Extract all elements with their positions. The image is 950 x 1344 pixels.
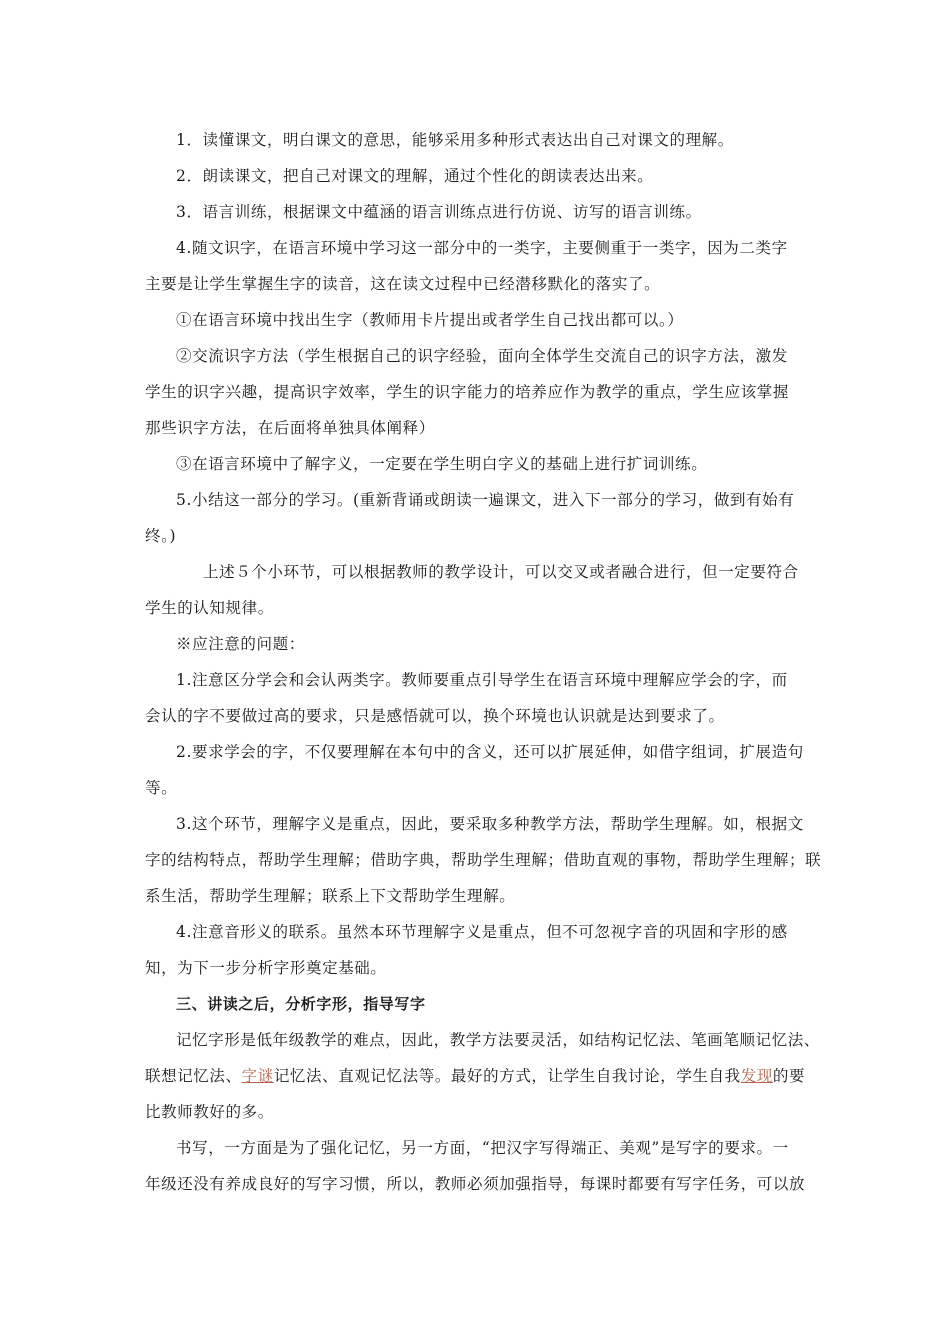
section-heading-3: 三、讲读之后，分析字形，指导写字	[176, 995, 426, 1013]
step-2-line-3: 那些识字方法，在后面将单独具体阐释）	[145, 419, 435, 437]
note-2-line-1: 2.要求学会的字，不仅要理解在本句中的含义，还可以扩展延伸，如借字组词，扩展造句	[176, 743, 804, 761]
objective-4-line-1: 4.随文识字，在语言环境中学习这一部分中的一类字，主要侧重于一类字，因为二类字	[176, 239, 788, 257]
summary-line-2: 学生的认知规律。	[145, 599, 274, 617]
note-3-line-3: 系生活，帮助学生理解；联系上下文帮助学生理解。	[145, 887, 516, 905]
writing-paragraph-line-2: 年级还没有养成良好的写字习惯，所以，教师必须加强指导，每课时都要有写字任务，可以放	[145, 1175, 806, 1193]
note-2-line-2: 等。	[145, 779, 178, 797]
note-1-line-2: 会认的字不要做过高的要求，只是感悟就可以，换个环境也认识就是达到要求了。	[145, 707, 725, 725]
step-1: ①在语言环境中找出生字（教师用卡片提出或者学生自己找出都可以。）	[176, 311, 684, 329]
objective-1: 1．读懂课文，明白课文的意思，能够采用多种形式表达出自己对课文的理解。	[176, 131, 734, 149]
note-1-line-1: 1.注意区分学会和会认两类字。教师要重点引导学生在语言环境中理解应学会的字，而	[176, 671, 788, 689]
note-4-line-2: 知，为下一步分析字形奠定基础。	[145, 959, 387, 977]
link-zimi[interactable]: 字谜	[241, 1067, 274, 1085]
note-3-line-1: 3.这个环节，理解字义是重点，因此，要采取多种教学方法，帮助学生理解。如，根据文	[176, 815, 804, 833]
memory-paragraph-line-1: 记忆字形是低年级教学的难点，因此，教学方法要灵活，如结构记忆法、笔画笔顺记忆法、	[176, 1031, 821, 1049]
step-2-line-2: 学生的识字兴趣，提高识字效率，学生的识字能力的培养应作为教学的重点，学生应该掌握	[145, 383, 790, 401]
summary-line-1: 上述５个小环节，可以根据教师的教学设计，可以交叉或者融合进行，但一定要符合	[203, 563, 799, 581]
notes-heading: ※应注意的问题：	[176, 635, 305, 653]
objective-5-line-1: 5.小结这一部分的学习。(重新背诵或朗读一遍课文，进入下一部分的学习，做到有始有	[176, 491, 795, 509]
writing-paragraph-line-1: 书写，一方面是为了强化记忆，另一方面，“把汉字写得端正、美观”是写字的要求。一	[176, 1139, 789, 1157]
note-4-line-1: 4.注意音形义的联系。虽然本环节理解字义是重点，但不可忽视字音的巩固和字形的感	[176, 923, 788, 941]
memory-paragraph-line-2	[145, 1058, 815, 1094]
objective-4-line-2: 主要是让学生掌握生字的读音，这在读文过程中已经潜移默化的落实了。	[145, 275, 661, 293]
memory-paragraph-line-3: 比教师教好的多。	[145, 1103, 274, 1121]
step-2-line-1: ②交流识字方法（学生根据自己的识字经验，面向全体学生交流自己的识字方法，激发	[176, 347, 788, 365]
memory-text-c: 的要	[772, 1067, 806, 1085]
memory-text-a: 联想记忆法、	[145, 1067, 242, 1085]
step-3: ③在语言环境中了解字义，一定要在学生明白字义的基础上进行扩词训练。	[176, 455, 708, 473]
document-page	[145, 122, 822, 1202]
objective-5-line-2: 终。)	[145, 527, 177, 545]
memory-text-b: 记忆法、直观记忆法等。最好的方式，让学生自我讨论，学生自我	[273, 1067, 741, 1085]
objective-3: 3．语言训练，根据课文中蕴涵的语言训练点进行仿说、访写的语言训练。	[176, 203, 702, 221]
note-3-line-2: 字的结构特点，帮助学生理解；借助字典，帮助学生理解；借助直观的事物，帮助学生理解；联	[145, 851, 822, 869]
objective-2: 2．朗读课文，把自己对课文的理解，通过个性化的朗读表达出来。	[176, 167, 654, 185]
link-faxian[interactable]: 发现	[740, 1067, 773, 1085]
